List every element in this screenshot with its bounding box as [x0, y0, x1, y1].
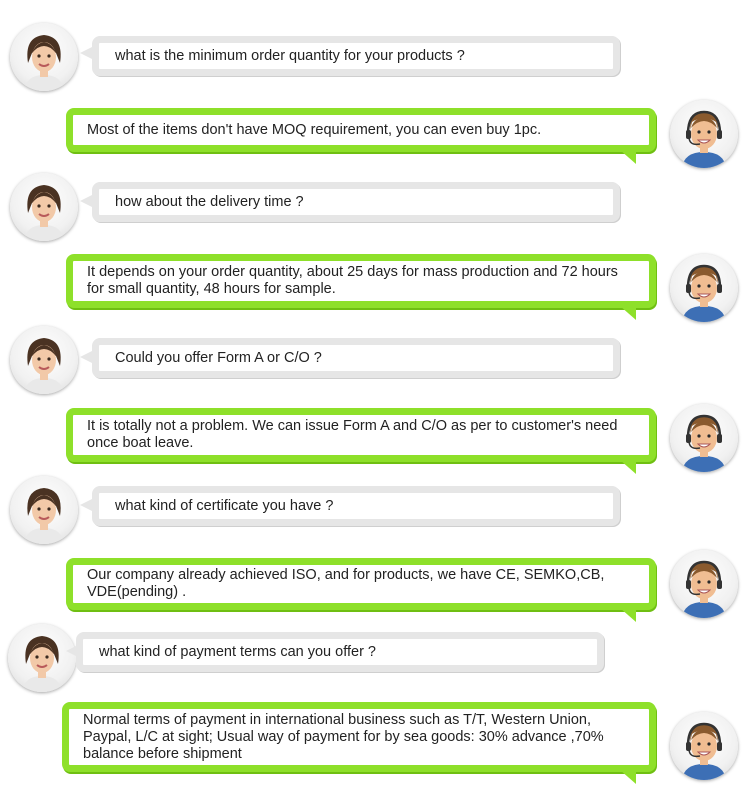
chat-message-agent — [0, 100, 750, 174]
message-text: how about the delivery time ? — [115, 193, 304, 210]
bubble-tail — [620, 770, 636, 784]
bubble-tail — [620, 460, 636, 474]
chat-message-agent — [0, 550, 750, 622]
answer-bubble — [66, 408, 656, 462]
question-bubble — [92, 338, 620, 378]
answer-bubble — [62, 702, 656, 772]
message-text: what is the minimum order quantity for your products ? — [115, 47, 465, 64]
chat-message-customer — [0, 620, 750, 690]
chat-message-customer — [0, 474, 750, 544]
question-bubble — [92, 36, 620, 76]
message-text: It is totally not a problem. We can issue Form A and C/O as per to customer's need once boat leave. — [87, 418, 618, 451]
message-text: what kind of payment terms can you offer ? — [99, 643, 376, 660]
chat-message-agent — [0, 700, 750, 796]
support-agent-headset-avatar-icon — [670, 404, 738, 472]
chat-message-customer — [0, 170, 750, 240]
chat-message-agent — [0, 248, 750, 328]
chat-message-customer — [0, 22, 750, 92]
woman-avatar-icon — [10, 476, 78, 544]
answer-bubble — [66, 108, 656, 152]
message-text: what kind of certificate you have ? — [115, 497, 334, 514]
chat-message-agent — [0, 404, 750, 478]
answer-bubble — [66, 558, 656, 610]
question-bubble — [76, 632, 604, 672]
support-agent-headset-avatar-icon — [670, 712, 738, 780]
message-text: Could you offer Form A or C/O ? — [115, 349, 322, 366]
question-bubble — [92, 486, 620, 526]
chat-message-customer — [0, 326, 750, 396]
woman-avatar-icon — [10, 326, 78, 394]
bubble-tail — [620, 150, 636, 164]
question-bubble — [92, 182, 620, 222]
answer-bubble — [66, 254, 656, 308]
woman-avatar-icon — [10, 23, 78, 91]
support-agent-headset-avatar-icon — [670, 550, 738, 618]
message-text: It depends on your order quantity, about 25 days for mass production and 72 hours for small quantity, 48 hours for sample. — [87, 264, 618, 297]
message-text: Normal terms of payment in international business such as T/T, Western Union, Paypal, L/C at sight; Usual way of payment for by sea goods: 30% advance ,70% balance before shipment — [83, 711, 604, 762]
bubble-tail — [620, 306, 636, 320]
message-text: Most of the items don't have MOQ requirement, you can even buy 1pc. — [87, 121, 542, 138]
support-agent-headset-avatar-icon — [670, 100, 738, 168]
message-text: Our company already achieved ISO, and for products, we have CE, SEMKO,CB, VDE(pending) . — [87, 567, 605, 600]
woman-avatar-icon — [10, 173, 78, 241]
woman-avatar-icon — [8, 624, 76, 692]
support-agent-headset-avatar-icon — [670, 254, 738, 322]
